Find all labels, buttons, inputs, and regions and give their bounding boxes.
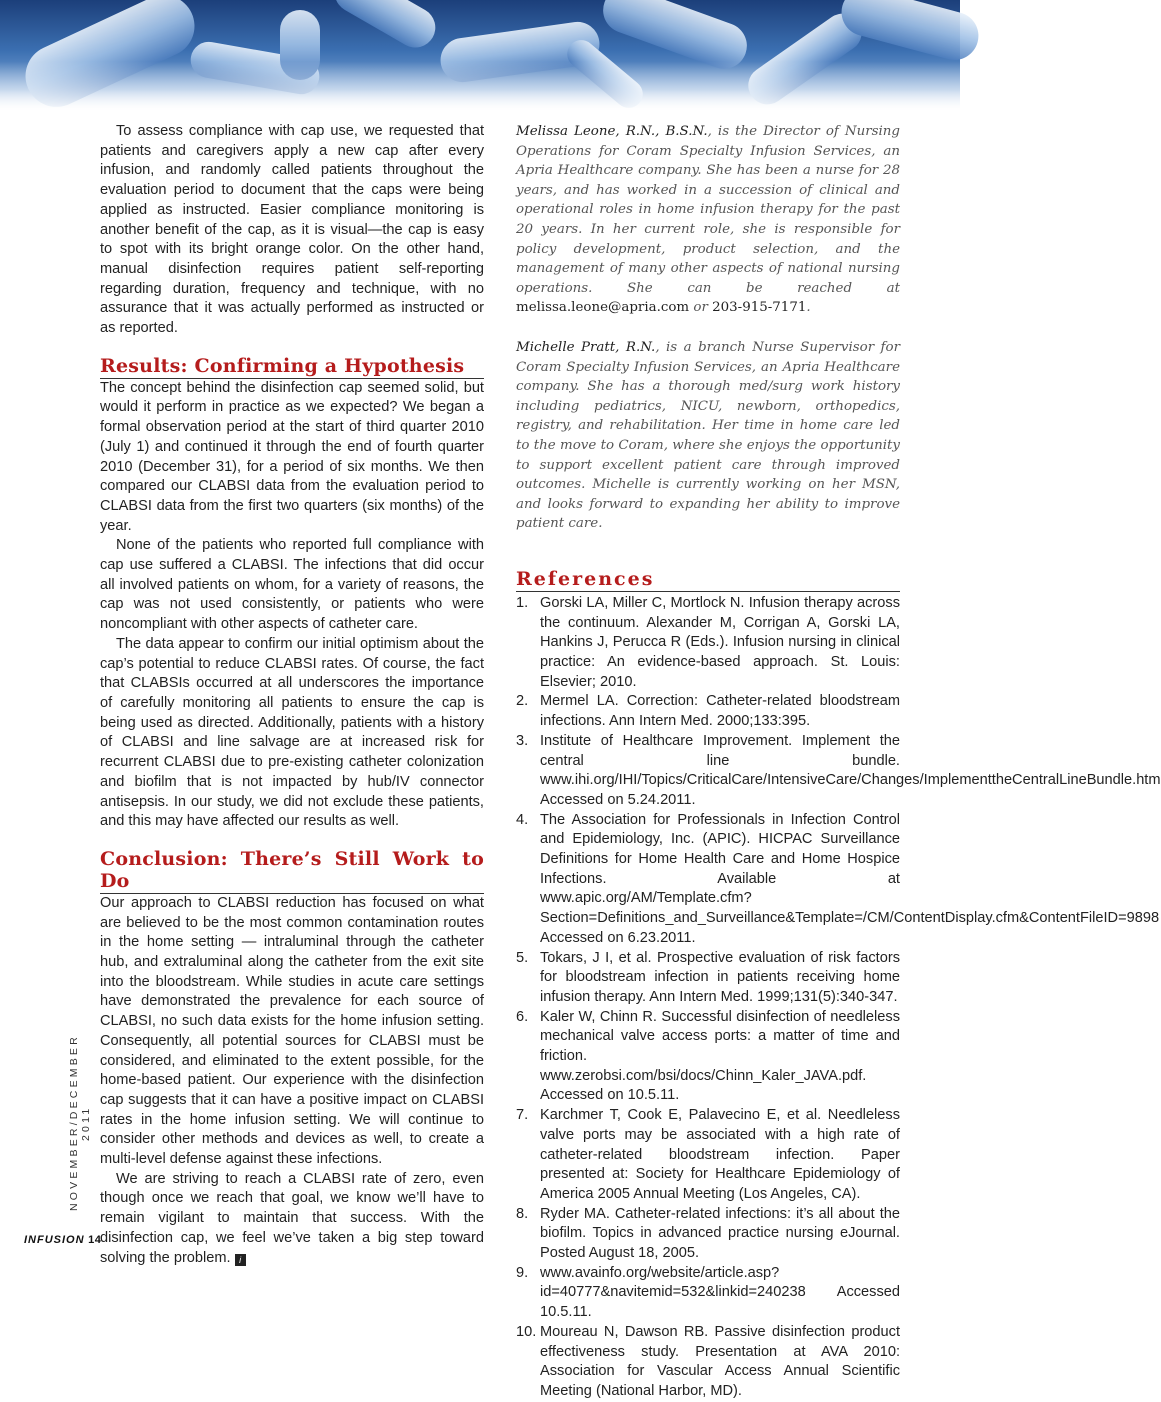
reference-item: [516, 811, 1160, 949]
reference-text: Moureau N, Dawson RB. Passive disinfection product effectiveness study. Presentation at AVA 2010: Association for Vascular Access Annual Scientific Meeting (National Harbor, MD).: [540, 1323, 900, 1399]
reference-number: 7.: [516, 1107, 529, 1124]
results-paragraph-3: The data appear to confirm our initial optimism about the cap’s potential to reduce CLABSI rates. Of course, the fact that CLABSIs occurred at all underscores the importance of carefully monitoring all patients to ensure the cap is being used as directed. Additionally, patients with a history of CLABSI and line salvage are at increased risk for recurrent CLABSI due to pre-existing catheter colonization and biofilm that is not impacted by hub/IV connector antisepsis. In our study, we did not exclude these patients, and this may have affected our results as well.: [100, 635, 484, 830]
results-paragraph-2: None of the patients who reported full compliance with cap use suffered a CLABSI. The infections that did occur all involved patients on whom, for a variety of reasons, the cap was not used consistently, or patients who were noncompliant with other aspects of catheter care.: [100, 537, 484, 633]
reference-text: Kaler W, Chinn R. Successful disinfection of needleless mechanical valve access ports: a matter of time and friction. www.zerobsi.com/bsi/docs/Chinn_Kaler_JAVA.pdf. Accessed on 10.5.11.: [540, 1008, 900, 1104]
right-column: [516, 122, 1161, 1402]
author-name-1: Melissa Leone, R.N., B.S.N.: [516, 124, 708, 139]
reference-text: Mermel LA. Correction: Catheter-related bloodstream infections. Ann Intern Med. 2000;133:395.: [540, 693, 900, 730]
author-bio-2-text: , is a branch Nurse Supervisor for Coram Specialty Infusion Services, an Apria Healthcare company. She has a thorough med/surg work history including pediatrics, NICU, newborn, orthopedics, registry, and rehabilitation. Her time in home care led to the move to Coram, where she enjoys the opportunity to support excellent patient care through improved outcomes. Michelle is currently working on her MSN, and looks forward to expanding her ability to improve patient care.: [516, 339, 900, 532]
reference-item: [516, 1106, 900, 1205]
author-bio-1-text: , is the Director of Nursing Operations for Coram Specialty Infusion Services, an Apria Healthcare company. She has been a nurse for 28 years, and has worked in a succession of clinical and operational roles in home infusion therapy for the past 20 years. In her current role, she is responsible for policy development, product selection, and the management of many other aspects of national nursing operations. She can be reached at: [516, 124, 900, 296]
reference-number: 5.: [516, 949, 529, 966]
reference-item: [516, 692, 900, 731]
reference-item: [516, 1264, 900, 1323]
bacteria-icon: [0, 0, 960, 112]
intro-paragraph: To assess compliance with cap use, we requested that patients and caregivers apply a new cap after every infusion, and randomly called patients throughout the evaluation period to document that the caps were being applied as instructed. Easier compliance monitoring is another benefit of the cap, as it is visual—the cap is easy to spot with its bright orange color. On the other hand, manual disinfection requires patient self-reporting regarding duration, frequency and technique, with no assurance that it was actually performed as instructed or as reported.: [100, 123, 484, 337]
results-heading: Results: Confirming a Hypothesis: [100, 355, 484, 379]
end-mark-icon: i: [235, 1254, 246, 1266]
results-paragraph-1: The concept behind the disinfection cap seemed solid, but would it perform in practice as we expected? We began a formal observation period at the start of third quarter 2010 (July 1) and continued it through the end of fourth quarter 2010 (December 31), for a period of six months. We then compared our CLABSI data from the evaluation period to CLABSI data from the first two quarters (six months) of the year.: [100, 379, 484, 534]
reference-number: 1.: [516, 594, 529, 611]
reference-number: 10.: [516, 1323, 537, 1340]
left-column: [100, 122, 484, 1268]
references-list: [516, 594, 1161, 1402]
reference-text: Ryder MA. Catheter-related infections: it’s all about the biofilm. Topics in advanced practice nursing eJournal. Posted August 18, 2005.: [540, 1205, 900, 1262]
conclusion-heading: Conclusion: There’s Still Work to Do: [100, 847, 484, 892]
page-footer: [24, 1234, 101, 1246]
reference-number: 6.: [516, 1008, 529, 1025]
author-phone: 203-915-7171: [712, 300, 807, 316]
reference-text: Gorski LA, Miller C, Mortlock N. Infusion therapy across the continuum. Alexander M, Corrigan A, Gorski LA, Hankins J, Perucca R (Eds.). Infusion nursing in clinical practice: An evidence-based approach. St. Louis: Elsevier; 2010.: [540, 594, 900, 690]
reference-text: The Association for Professionals in Infection Control and Epidemiology, Inc. (APIC). HICPAC Surveillance Definitions for Home Health Care and Home Hospice Infections. Available at www.apic.org/AM/Template.cfm?Section=Definitions_and_Surveillance&Template=/CM/ContentDisplay.cfm&ContentFileID=9898 Accessed on 6.23.2011.: [540, 811, 1160, 946]
reference-text: www.avainfo.org/website/article.asp?id=40777&navitemid=532&linkid=240238 Accessed 10.5.11.: [540, 1264, 900, 1321]
reference-item: [516, 949, 900, 1008]
author-email: melissa.leone@apria.com: [516, 300, 690, 316]
reference-number: 2.: [516, 693, 529, 710]
conclusion-paragraph-2-text: We are striving to reach a CLABSI rate of zero, even though once we reach that goal, we know we’ll have to remain vigilant to maintain that success. With the disinfection cap, we feel we’ve taken a big step toward solving the problem.: [100, 1170, 484, 1266]
author-bio-1-end: .: [806, 300, 811, 316]
reference-item: [516, 732, 1161, 811]
conclusion-paragraph-1: Our approach to CLABSI reduction has focused on what are believed to be the most common contamination routes in the home setting — intraluminal through the catheter hub, and extraluminal along the catheter from the exit site into the bloodstream. While studies in acute care settings have demonstrated the prevalence for each source of CLABSI, no such data exists for the home infusion setting. Consequently, all potential sources for CLABSI must be considered, and eliminated to the extent possible, for the home-based patient. Our experience with the disinfection cap suggests that it can have a positive impact on CLABSI rates in the home infusion setting. We will continue to consider other methods and devices as well, to create a multi-level defense against these infections.: [100, 894, 484, 1168]
reference-number: 4.: [516, 811, 529, 828]
reference-item: [516, 1008, 900, 1107]
magazine-logo: INFUSION: [24, 1234, 85, 1246]
reference-item: [516, 1205, 900, 1264]
reference-item: [516, 1323, 900, 1402]
reference-number: 3.: [516, 732, 529, 749]
reference-number: 9.: [516, 1264, 529, 1281]
reference-text: Karchmer T, Cook E, Palavecino E, et al. Needleless valve ports may be associated with a high rate of catheter-related bloodstream infection. Paper presented at: Society for Healthcare Epidemiology of America 2005 Annual Meeting (Los Angeles, CA).: [540, 1107, 900, 1202]
reference-text: Institute of Healthcare Improvement. Implement the central line bundle. www.ihi.org/IHI/Topics/CriticalCare/IntensiveCare/Changes/ImplementtheCentralLineBundle.htm Accessed on 5.24.2011.: [540, 732, 1161, 808]
author-bio-1: [516, 122, 900, 318]
author-name-2: Michelle Pratt, R.N.: [516, 339, 656, 355]
references-heading: References: [516, 568, 900, 592]
reference-item: [516, 594, 900, 693]
page-number: 14: [88, 1234, 102, 1246]
reference-text: Tokars, J I, et al. Prospective evaluation of risk factors for bloodstream infection in patients receiving home infusion therapy. Ann Intern Med. 1999;131(5):340-347.: [540, 949, 900, 1005]
issue-date-sidebar: NOVEMBER/DECEMBER 2011: [68, 1034, 92, 1212]
author-bio-1-or: or: [689, 300, 713, 316]
reference-number: 8.: [516, 1205, 529, 1222]
bacteria-banner: [0, 0, 960, 112]
conclusion-paragraph-2: [100, 1170, 484, 1269]
author-bio-2: [516, 338, 900, 534]
